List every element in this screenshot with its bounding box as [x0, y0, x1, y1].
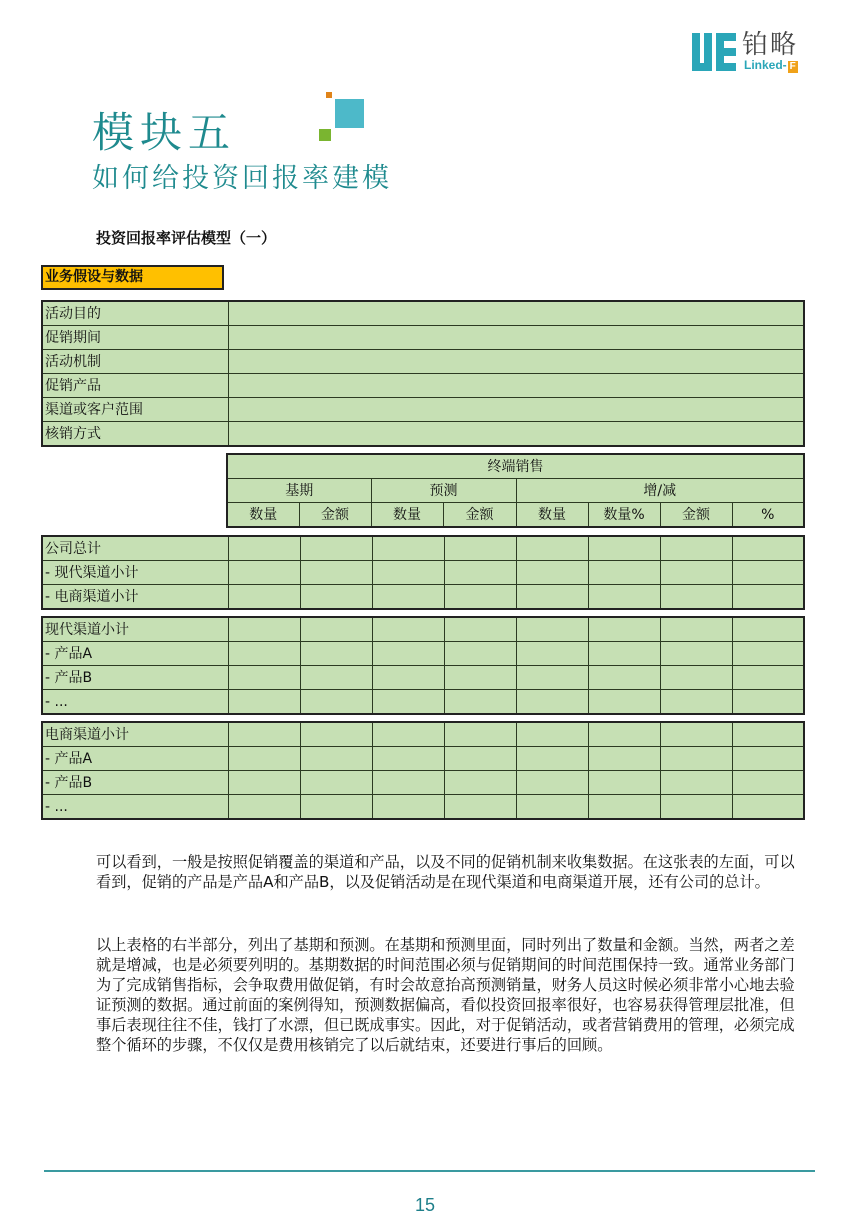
data-cell[interactable]: [516, 747, 588, 771]
row-label: 公司总计: [42, 536, 228, 561]
data-cell[interactable]: [300, 536, 372, 561]
data-cell[interactable]: [228, 722, 300, 747]
data-cell[interactable]: [300, 747, 372, 771]
data-cell[interactable]: [444, 536, 516, 561]
table-row: [42, 561, 804, 585]
row-group-table-3: [41, 721, 805, 820]
data-cell[interactable]: [660, 795, 732, 820]
data-cell[interactable]: [300, 690, 372, 715]
row-label: - 电商渠道小计: [42, 585, 228, 610]
data-cell[interactable]: [444, 561, 516, 585]
row-group-table-1: [41, 535, 805, 610]
data-cell[interactable]: [228, 771, 300, 795]
data-cell[interactable]: [588, 536, 660, 561]
column-header: 金额: [660, 503, 732, 528]
data-cell[interactable]: [732, 690, 804, 715]
assumption-label: 活动机制: [42, 350, 228, 374]
data-cell[interactable]: [444, 771, 516, 795]
table-row: [42, 536, 804, 561]
assumption-label: 核销方式: [42, 422, 228, 447]
brand-logo-icon: [692, 33, 736, 71]
data-cell[interactable]: [228, 795, 300, 820]
data-cell[interactable]: [660, 747, 732, 771]
data-cell[interactable]: [228, 747, 300, 771]
assumption-row: [42, 374, 804, 398]
assumption-value-cell[interactable]: [228, 374, 804, 398]
data-cell[interactable]: [732, 561, 804, 585]
brand-badge: F: [789, 61, 796, 72]
assumption-row: [42, 350, 804, 374]
module-subtitle: 如何给投资回报率建模: [92, 163, 392, 194]
table-row: [42, 617, 804, 642]
data-cell[interactable]: [444, 747, 516, 771]
data-cell[interactable]: [300, 666, 372, 690]
data-cell[interactable]: [732, 795, 804, 820]
data-cell[interactable]: [660, 617, 732, 642]
assumption-label: 促销产品: [42, 374, 228, 398]
data-cell[interactable]: [228, 585, 300, 610]
data-cell[interactable]: [588, 561, 660, 585]
assumption-row: [42, 301, 804, 326]
data-cell[interactable]: [732, 642, 804, 666]
data-cell[interactable]: [444, 585, 516, 610]
data-cell[interactable]: [228, 536, 300, 561]
data-cell[interactable]: [516, 642, 588, 666]
data-cell[interactable]: [588, 617, 660, 642]
data-cell[interactable]: [516, 722, 588, 747]
assumptions-header: 业务假设与数据: [41, 265, 224, 290]
data-cell[interactable]: [300, 771, 372, 795]
data-cell[interactable]: [516, 795, 588, 820]
row-label: - ...: [42, 795, 228, 820]
data-cell[interactable]: [300, 642, 372, 666]
table-row: [42, 771, 804, 795]
decor-square-orange: [326, 92, 332, 98]
data-cell[interactable]: [588, 690, 660, 715]
table-row: [42, 690, 804, 715]
data-cell[interactable]: [732, 722, 804, 747]
group-header-base: 基期: [227, 479, 371, 503]
table-row: [42, 642, 804, 666]
data-cell[interactable]: [588, 666, 660, 690]
group-header-forecast: 预测: [371, 479, 516, 503]
data-cell[interactable]: [228, 666, 300, 690]
assumption-label: 渠道或客户范围: [42, 398, 228, 422]
data-cell[interactable]: [300, 585, 372, 610]
column-header: 数量: [371, 503, 443, 528]
assumption-value-cell[interactable]: [228, 350, 804, 374]
brand-name-en-text: Linked-: [744, 58, 787, 72]
data-cell[interactable]: [372, 690, 444, 715]
data-cell[interactable]: [588, 795, 660, 820]
data-cell[interactable]: [444, 690, 516, 715]
data-cell[interactable]: [372, 617, 444, 642]
table-row: [42, 585, 804, 610]
data-cell[interactable]: [372, 585, 444, 610]
assumption-value-cell[interactable]: [228, 326, 804, 350]
data-cell[interactable]: [444, 642, 516, 666]
data-cell[interactable]: [300, 722, 372, 747]
table-row: [42, 666, 804, 690]
sales-top-header: 终端销售: [227, 454, 804, 479]
data-cell[interactable]: [444, 666, 516, 690]
data-cell[interactable]: [732, 747, 804, 771]
data-cell[interactable]: [660, 666, 732, 690]
group-header-change: 增/减: [516, 479, 804, 503]
data-cell[interactable]: [228, 617, 300, 642]
data-cell[interactable]: [660, 690, 732, 715]
assumption-row: [42, 398, 804, 422]
row-label: - 产品B: [42, 666, 228, 690]
data-cell[interactable]: [516, 536, 588, 561]
paragraph-2: 以上表格的右半部分，列出了基期和预测。在基期和预测里面，同时列出了数量和金额。当然，两者之差就是增减，也是必须要列明的。基期数据的时间范围必须与促销期间的时间范围保持一致。通常业务部门为了完成销售指标，会争取费用做促销，有时会故意抬高预测销量，财务人员这时候必须非常小心地去验证预测的数据。通过前面的案例得知，预测数据偏高，看似投资回报率很好，也容易获得管理层批准，但事后表现往往不佳，钱打了水漂，但已既成事实。因此，对于促销活动，或者营销费用的管理，必须完成整个循环的步骤，不仅仅是费用核销完了以后就结束，还要进行事后的回顾。: [96, 936, 795, 1054]
data-cell[interactable]: [372, 722, 444, 747]
data-cell[interactable]: [372, 642, 444, 666]
data-cell[interactable]: [228, 690, 300, 715]
data-cell[interactable]: [300, 617, 372, 642]
data-cell[interactable]: [732, 666, 804, 690]
data-cell[interactable]: [444, 722, 516, 747]
data-cell[interactable]: [372, 561, 444, 585]
data-cell[interactable]: [444, 617, 516, 642]
row-label: - 现代渠道小计: [42, 561, 228, 585]
data-cell[interactable]: [732, 617, 804, 642]
data-cell[interactable]: [516, 690, 588, 715]
decor-square-blue: [335, 99, 364, 128]
data-cell[interactable]: [732, 771, 804, 795]
data-cell[interactable]: [372, 795, 444, 820]
row-label: - 产品A: [42, 642, 228, 666]
data-cell[interactable]: [444, 795, 516, 820]
row-label: - 产品B: [42, 771, 228, 795]
assumption-row: [42, 326, 804, 350]
data-cell[interactable]: [228, 642, 300, 666]
assumption-row: [42, 422, 804, 447]
data-cell[interactable]: [300, 561, 372, 585]
assumption-value-cell[interactable]: [228, 301, 804, 326]
data-cell[interactable]: [660, 722, 732, 747]
brand-name-cn: 铂略: [742, 30, 799, 60]
row-group-table-2: [41, 616, 805, 715]
data-cell[interactable]: [372, 747, 444, 771]
data-cell[interactable]: [588, 642, 660, 666]
data-cell[interactable]: [660, 536, 732, 561]
assumption-value-cell[interactable]: [228, 398, 804, 422]
table-row: [42, 795, 804, 820]
assumption-value-cell[interactable]: [228, 422, 804, 447]
assumptions-table: [41, 300, 805, 447]
data-cell[interactable]: [372, 666, 444, 690]
data-cell[interactable]: [228, 561, 300, 585]
table-row: [42, 722, 804, 747]
data-cell[interactable]: [588, 771, 660, 795]
column-header: 金额: [299, 503, 371, 528]
data-cell[interactable]: [372, 536, 444, 561]
row-label: - ...: [42, 690, 228, 715]
data-cell[interactable]: [732, 585, 804, 610]
brand-name-en: [744, 58, 798, 73]
data-cell[interactable]: [660, 642, 732, 666]
paragraph-1-container: [96, 852, 796, 892]
module-title: 模块五: [92, 108, 237, 157]
data-cell[interactable]: [660, 771, 732, 795]
data-cell[interactable]: [660, 585, 732, 610]
row-label: - 产品A: [42, 747, 228, 771]
data-cell[interactable]: [588, 747, 660, 771]
column-header: 数量: [516, 503, 588, 528]
data-cell[interactable]: [372, 771, 444, 795]
assumption-label: 促销期间: [42, 326, 228, 350]
assumption-label: 活动目的: [42, 301, 228, 326]
row-label: 现代渠道小计: [42, 617, 228, 642]
column-header: 金额: [443, 503, 516, 528]
data-cell[interactable]: [588, 722, 660, 747]
paragraph-1: 可以看到，一般是按照促销覆盖的渠道和产品，以及不同的促销机制来收集数据。在这张表的左面，可以看到，促销的产品是产品A和产品B，以及促销活动是在现代渠道和电商渠道开展，还有公司的总计。: [96, 853, 795, 891]
data-cell[interactable]: [300, 795, 372, 820]
data-cell[interactable]: [732, 536, 804, 561]
row-label: 电商渠道小计: [42, 722, 228, 747]
decor-square-green: [319, 129, 331, 141]
data-cell[interactable]: [516, 561, 588, 585]
page-number: 15: [414, 1195, 436, 1215]
data-cell[interactable]: [516, 771, 588, 795]
data-cell[interactable]: [516, 585, 588, 610]
footer-divider: [44, 1170, 815, 1172]
paragraph-2-container: [96, 935, 796, 1055]
table-title: 投资回报率评估模型（一）: [96, 229, 277, 247]
table-row: [42, 747, 804, 771]
data-cell[interactable]: [516, 666, 588, 690]
column-header: %: [732, 503, 804, 528]
column-header: 数量%: [588, 503, 660, 528]
data-cell[interactable]: [516, 617, 588, 642]
data-cell[interactable]: [588, 585, 660, 610]
column-header: 数量: [227, 503, 299, 528]
data-cell[interactable]: [660, 561, 732, 585]
sales-header-table: [226, 453, 805, 528]
